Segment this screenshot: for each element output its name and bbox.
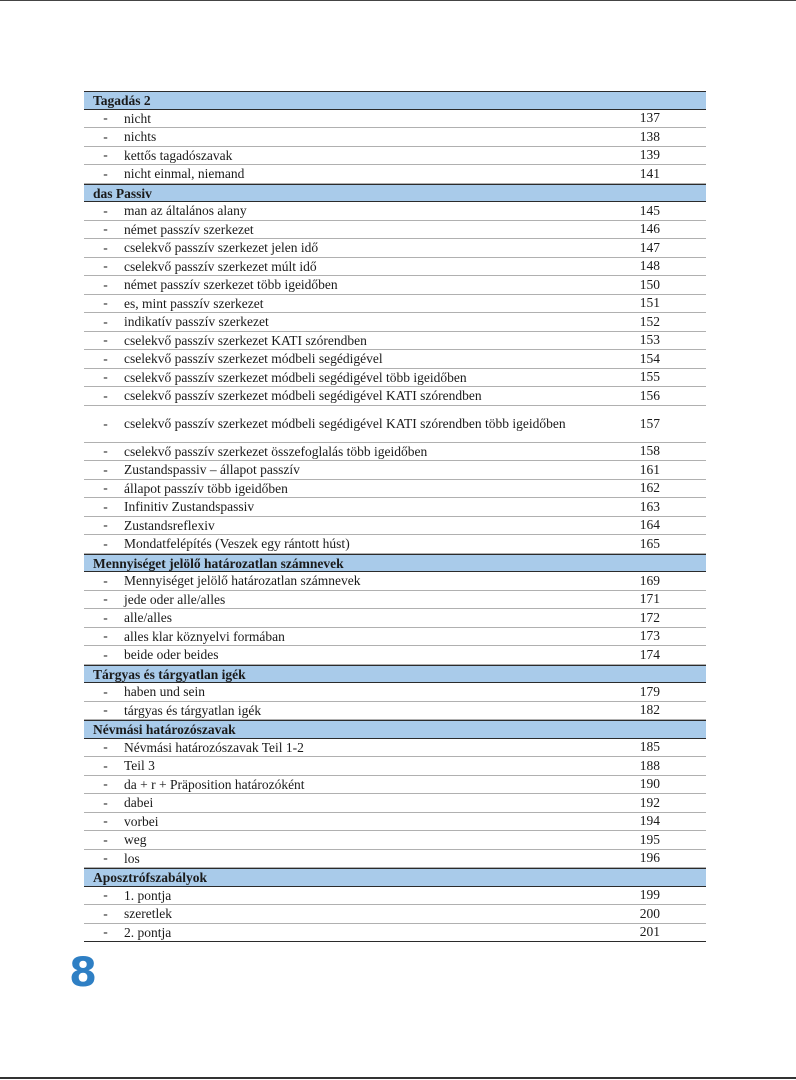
bullet-dash: - [103, 887, 108, 903]
bullet-dash: - [103, 831, 108, 847]
toc-section [84, 720, 706, 868]
entry-page-number: 171 [639, 591, 660, 607]
bullet-dash: - [103, 276, 108, 292]
entry-page-number: 179 [639, 683, 660, 699]
bullet-dash: - [103, 535, 108, 551]
entry-title: alle/alles [124, 610, 172, 626]
toc-row [84, 443, 706, 462]
entry-page-number: 165 [639, 535, 660, 551]
toc-row [84, 313, 706, 332]
bullet-dash: - [103, 387, 108, 403]
bullet-dash: - [103, 498, 108, 514]
toc-row [84, 295, 706, 314]
toc-row [84, 683, 706, 702]
entry-title: cselekvő passzív szerkezet múlt idő [124, 258, 317, 274]
bullet-dash: - [103, 202, 108, 218]
entry-page-number: 164 [639, 517, 660, 533]
bullet-dash: - [103, 239, 108, 255]
toc-section [84, 184, 706, 554]
bullet-dash: - [103, 221, 108, 237]
entry-page-number: 147 [639, 239, 660, 255]
entry-page-number: 153 [639, 332, 660, 348]
entry-title: man az általános alany [124, 203, 247, 219]
toc-row [84, 646, 706, 665]
section-header: Mennyiséget jelölő határozatlan számnevek [84, 554, 706, 573]
bullet-dash: - [103, 850, 108, 866]
entry-title: Mennyiséget jelölő határozatlan számnevek [124, 573, 361, 589]
bullet-dash: - [103, 628, 108, 644]
entry-page-number: 174 [639, 646, 660, 662]
toc-section [84, 868, 706, 942]
entry-page-number: 158 [639, 443, 660, 459]
section-header: Tagadás 2 [84, 91, 706, 110]
entry-title: dabei [124, 795, 154, 811]
entry-title: da + r + Präposition határozóként [124, 776, 305, 792]
bullet-dash: - [103, 739, 108, 755]
toc-row [84, 110, 706, 129]
bullet-dash: - [103, 350, 108, 366]
entry-page-number: 169 [639, 572, 660, 588]
bullet-dash: - [103, 702, 108, 718]
entry-page-number: 152 [639, 313, 660, 329]
toc-row [84, 887, 706, 906]
entry-page-number: 157 [639, 415, 660, 431]
toc-section [84, 554, 706, 665]
entry-title: Zustandspassiv – állapot passzív [124, 462, 300, 478]
entry-title: nichts [124, 129, 157, 145]
entry-page-number: 148 [639, 258, 660, 274]
toc-row [84, 128, 706, 147]
page-number: 8 [69, 950, 97, 996]
toc-row [84, 498, 706, 517]
toc-row [84, 535, 706, 554]
toc-row [84, 387, 706, 406]
bullet-dash: - [103, 480, 108, 496]
entry-title: szeretlek [124, 906, 172, 922]
entry-title: indikatív passzív szerkezet [124, 314, 269, 330]
entry-page-number: 182 [639, 702, 660, 718]
toc-row [84, 165, 706, 184]
entry-title: állapot passzív több igeidőben [124, 480, 288, 496]
bullet-dash: - [103, 165, 108, 181]
entry-title: cselekvő passzív szerkezet jelen idő [124, 240, 319, 256]
entry-title: vorbei [124, 813, 159, 829]
toc-row [84, 276, 706, 295]
entry-page-number: 194 [639, 813, 660, 829]
toc-row [84, 461, 706, 480]
entry-page-number: 162 [639, 480, 660, 496]
bullet-dash: - [103, 128, 108, 144]
entry-page-number: 151 [639, 295, 660, 311]
bullet-dash: - [103, 295, 108, 311]
bullet-dash: - [103, 646, 108, 662]
entry-page-number: 146 [639, 221, 660, 237]
bullet-dash: - [103, 776, 108, 792]
entry-page-number: 172 [639, 609, 660, 625]
entry-page-number: 137 [639, 110, 660, 126]
entry-page-number: 173 [639, 628, 660, 644]
entry-title: es, mint passzív szerkezet [124, 295, 264, 311]
entry-title: Zustandsreflexiv [124, 517, 215, 533]
toc-row [84, 609, 706, 628]
entry-page-number: 199 [639, 887, 660, 903]
entry-page-number: 150 [639, 276, 660, 292]
toc-row [84, 202, 706, 221]
bullet-dash: - [103, 794, 108, 810]
toc-section [84, 665, 706, 721]
entry-title: 1. pontja [124, 887, 172, 903]
bullet-dash: - [103, 443, 108, 459]
bullet-dash: - [103, 258, 108, 274]
toc-row [84, 776, 706, 795]
toc-row [84, 794, 706, 813]
toc-row [84, 572, 706, 591]
entry-title: 2. pontja [124, 924, 172, 940]
entry-title: cselekvő passzív szerkezet módbeli segédigével [124, 351, 383, 367]
entry-page-number: 200 [639, 905, 660, 921]
entry-title: nicht [124, 110, 151, 126]
toc-row [84, 905, 706, 924]
entry-title: Mondatfelépítés (Veszek egy rántott húst) [124, 536, 350, 552]
entry-title: cselekvő passzív szerkezet összefoglalás több igeidőben [124, 443, 428, 459]
entry-title: alles klar köznyelvi formában [124, 628, 285, 644]
section-header: Aposztrófszabályok [84, 868, 706, 887]
section-header: Névmási határozószavak [84, 720, 706, 739]
entry-page-number: 201 [639, 924, 660, 940]
toc-row [84, 350, 706, 369]
page-top-border [0, 0, 796, 1]
entry-page-number: 161 [639, 461, 660, 477]
page-bottom-border [0, 1077, 796, 1079]
entry-title: Névmási határozószavak Teil 1-2 [124, 739, 304, 755]
bullet-dash: - [103, 609, 108, 625]
bullet-dash: - [103, 517, 108, 533]
entry-title: weg [124, 832, 147, 848]
toc-row [84, 406, 706, 443]
entry-page-number: 155 [639, 369, 660, 385]
bullet-dash: - [103, 332, 108, 348]
bullet-dash: - [103, 591, 108, 607]
bullet-dash: - [103, 813, 108, 829]
entry-page-number: 138 [639, 128, 660, 144]
entry-title: cselekvő passzív szerkezet módbeli segédigével több igeidőben [124, 369, 467, 385]
bullet-dash: - [103, 905, 108, 921]
entry-title: német passzív szerkezet több igeidőben [124, 277, 338, 293]
bullet-dash: - [103, 147, 108, 163]
entry-page-number: 190 [639, 776, 660, 792]
entry-page-number: 196 [639, 850, 660, 866]
entry-title: nicht einmal, niemand [124, 166, 245, 182]
toc-row [84, 757, 706, 776]
entry-title: kettős tagadószavak [124, 147, 233, 163]
bullet-dash: - [103, 683, 108, 699]
entry-page-number: 188 [639, 757, 660, 773]
bullet-dash: - [103, 757, 108, 773]
entry-page-number: 185 [639, 739, 660, 755]
entry-page-number: 145 [639, 202, 660, 218]
toc-row [84, 850, 706, 869]
section-header: das Passiv [84, 184, 706, 203]
toc-row [84, 517, 706, 536]
toc-row [84, 369, 706, 388]
toc-row [84, 628, 706, 647]
toc-row [84, 221, 706, 240]
entry-title: Infinitiv Zustandspassiv [124, 499, 255, 515]
entry-title: cselekvő passzív szerkezet módbeli segédigével KATI szórendben [124, 388, 482, 404]
toc-row [84, 702, 706, 721]
toc-row [84, 480, 706, 499]
entry-title: Teil 3 [124, 758, 155, 774]
entry-title: cselekvő passzív szerkezet KATI szórendben [124, 332, 367, 348]
entry-title: cselekvő passzív szerkezet módbeli segédigével KATI szórendben több igeidőben [124, 416, 566, 431]
entry-title: jede oder alle/alles [124, 591, 226, 607]
toc-row [84, 258, 706, 277]
toc-row [84, 831, 706, 850]
toc-row [84, 239, 706, 258]
toc-row [84, 924, 706, 943]
entry-page-number: 192 [639, 794, 660, 810]
bullet-dash: - [103, 110, 108, 126]
toc-row [84, 739, 706, 758]
bullet-dash: - [103, 461, 108, 477]
toc-section [84, 91, 706, 184]
entry-page-number: 139 [639, 147, 660, 163]
toc-row [84, 813, 706, 832]
entry-title: tárgyas és tárgyatlan igék [124, 702, 262, 718]
entry-title: los [124, 850, 140, 866]
toc-row [84, 147, 706, 166]
entry-page-number: 141 [639, 165, 660, 181]
entry-page-number: 154 [639, 350, 660, 366]
entry-title: haben und sein [124, 684, 205, 700]
toc-row [84, 332, 706, 351]
entry-page-number: 163 [639, 498, 660, 514]
entry-title: német passzív szerkezet [124, 221, 254, 237]
entry-title: beide oder beides [124, 647, 219, 663]
bullet-dash: - [103, 924, 108, 940]
section-header: Tárgyas és tárgyatlan igék [84, 665, 706, 684]
bullet-dash: - [103, 572, 108, 588]
toc-row [84, 591, 706, 610]
bullet-dash: - [103, 415, 108, 431]
entry-page-number: 156 [639, 387, 660, 403]
bullet-dash: - [103, 369, 108, 385]
table-of-contents [84, 91, 706, 942]
entry-page-number: 195 [639, 831, 660, 847]
bullet-dash: - [103, 313, 108, 329]
